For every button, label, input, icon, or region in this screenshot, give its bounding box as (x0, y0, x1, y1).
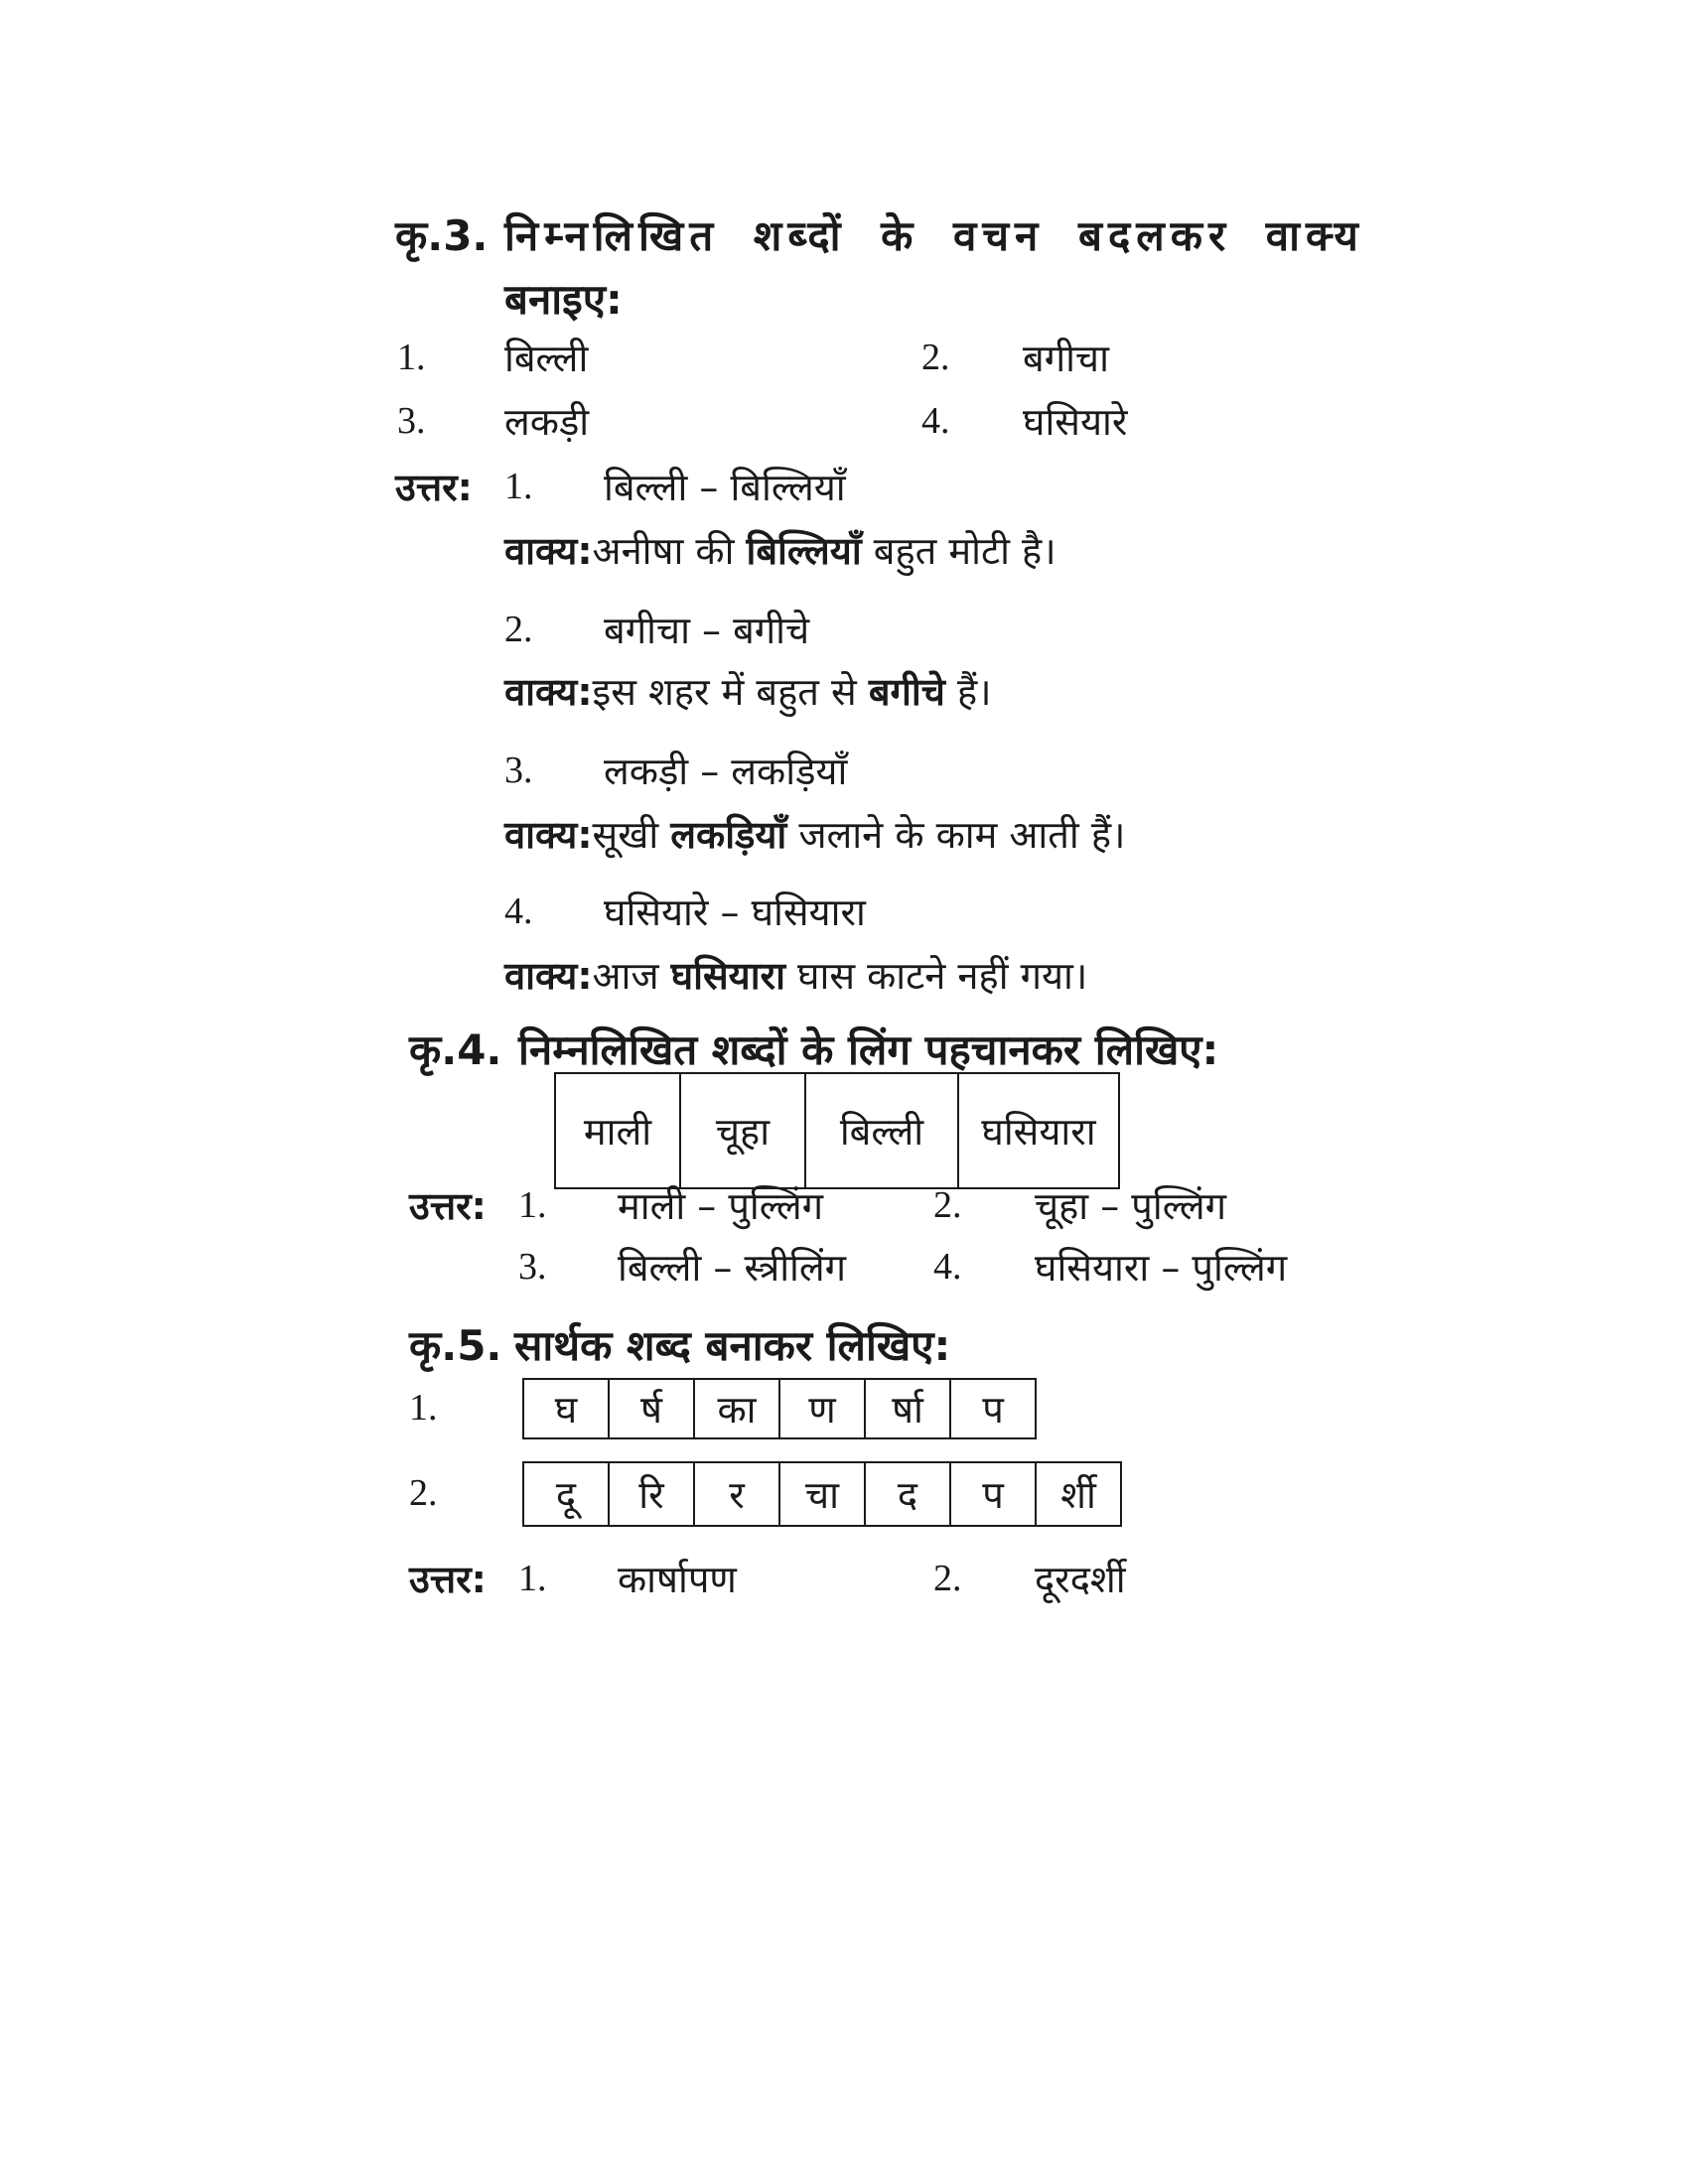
q3-answer-2-sentence (504, 665, 992, 717)
letter-cell: प (950, 1462, 1036, 1526)
sentence-pre: अनीषा की (592, 529, 747, 573)
q5-answer-2-num: 2. (933, 1558, 962, 1599)
sentence-highlight: लकड़ियाँ (670, 813, 787, 857)
sentence-label: वाक्य: (504, 813, 593, 857)
letter-cell: रि (609, 1462, 694, 1526)
q3-answer-2-num: 2. (504, 609, 533, 650)
letter-cell: दू (523, 1462, 609, 1526)
q3-item-2-word: बगीचा (1023, 337, 1109, 380)
q5-letter-row-1 (522, 1378, 1037, 1439)
q3-item-3-word: लकड़ी (504, 400, 590, 444)
q3-item-4-word: घसियारे (1023, 400, 1128, 444)
sentence-post: जलाने के काम आती हैं। (786, 813, 1126, 857)
sentence-pre: इस शहर में बहुत से (592, 670, 869, 714)
q4-word-cell: घसियारा (958, 1073, 1119, 1188)
q4-title: निम्नलिखित शब्दों के लिंग पहचानकर लिखिए: (518, 1025, 1219, 1074)
q3-answer-2-pair: बगीचा – बगीचे (604, 609, 810, 652)
q5-row-1-num: 1. (409, 1387, 438, 1429)
q3-answer-3-sentence (504, 808, 1125, 860)
q4-answer-1-text: माली – पुल्लिंग (618, 1184, 824, 1228)
q5-answer-1-text: कार्षापण (618, 1558, 737, 1601)
sentence-highlight: बगीचे (868, 670, 945, 714)
sentence-post: बहुत मोटी है। (861, 529, 1056, 573)
q5-letter-row-2 (522, 1461, 1122, 1527)
q4-prefix: कृ.4. (409, 1025, 502, 1074)
letter-cell: र्शी (1036, 1462, 1121, 1526)
q3-item-4-num: 4. (921, 400, 950, 442)
q3-answer-4-num: 4. (504, 890, 533, 932)
q3-answer-3-pair: लकड़ी – लकड़ियाँ (604, 750, 848, 793)
q4-answer-3-num: 3. (518, 1246, 547, 1288)
letter-cell: प (950, 1379, 1036, 1438)
letter-cell: र्ष (609, 1379, 694, 1438)
q4-word-cell: माली (555, 1073, 680, 1188)
q4-word-table (554, 1072, 1120, 1189)
q3-title-line1: निम्नलिखित शब्दों के वचन बदलकर वाक्य (504, 211, 1364, 260)
q4-answer-1-num: 1. (518, 1184, 547, 1226)
q5-title: सार्थक शब्द बनाकर लिखिए: (514, 1321, 951, 1370)
q3-answer-label: उत्तर: (395, 466, 473, 509)
q5-answer-1-num: 1. (518, 1558, 547, 1599)
sentence-pre: आज (592, 954, 671, 998)
sentence-highlight: बिल्लियाँ (746, 529, 862, 573)
q4-answer-4-text: घसियारा – पुल्लिंग (1035, 1246, 1288, 1290)
sentence-label: वाक्य: (504, 529, 593, 573)
q3-answer-4-sentence (504, 949, 1087, 1001)
q3-item-1-num: 1. (397, 337, 426, 378)
sentence-pre: सूखी (592, 813, 671, 857)
q4-answer-2-num: 2. (933, 1184, 962, 1226)
sentence-highlight: घसियारा (670, 954, 785, 998)
q3-item-1-word: बिल्ली (504, 337, 589, 380)
q4-answer-3-text: बिल्ली – स्त्रीलिंग (618, 1246, 847, 1290)
q5-answer-label: उत्तर: (409, 1558, 487, 1601)
sentence-post: हैं। (944, 670, 992, 714)
q4-answer-4-num: 4. (933, 1246, 962, 1288)
letter-cell: घ (523, 1379, 609, 1438)
q5-answer-2-text: दूरदर्शी (1035, 1558, 1126, 1601)
q3-prefix: कृ.3. (395, 211, 489, 260)
q3-title-line2: बनाइए: (504, 275, 623, 324)
letter-cell: द (865, 1462, 950, 1526)
q3-answer-1-num: 1. (504, 466, 533, 507)
q4-word-cell: चूहा (680, 1073, 805, 1188)
q3-answer-4-pair: घसियारे – घसियारा (604, 890, 866, 934)
sentence-post: घास काटने नहीं गया। (784, 954, 1088, 998)
sentence-label: वाक्य: (504, 670, 593, 714)
q3-answer-1-pair: बिल्ली – बिल्लियाँ (604, 466, 846, 509)
q4-answer-label: उत्तर: (409, 1184, 487, 1228)
q5-prefix: कृ.5. (409, 1321, 502, 1370)
sentence-label: वाक्य: (504, 954, 593, 998)
letter-cell: चा (779, 1462, 865, 1526)
letter-cell: का (694, 1379, 779, 1438)
q3-item-2-num: 2. (921, 337, 950, 378)
q3-answer-1-sentence (504, 524, 1056, 576)
q4-word-cell: बिल्ली (805, 1073, 958, 1188)
letter-cell: र (694, 1462, 779, 1526)
q3-item-3-num: 3. (397, 400, 426, 442)
q4-answer-2-text: चूहा – पुल्लिंग (1035, 1184, 1227, 1228)
q5-row-2-num: 2. (409, 1472, 438, 1514)
letter-cell: ण (779, 1379, 865, 1438)
letter-cell: र्षा (865, 1379, 950, 1438)
q3-answer-3-num: 3. (504, 750, 533, 791)
